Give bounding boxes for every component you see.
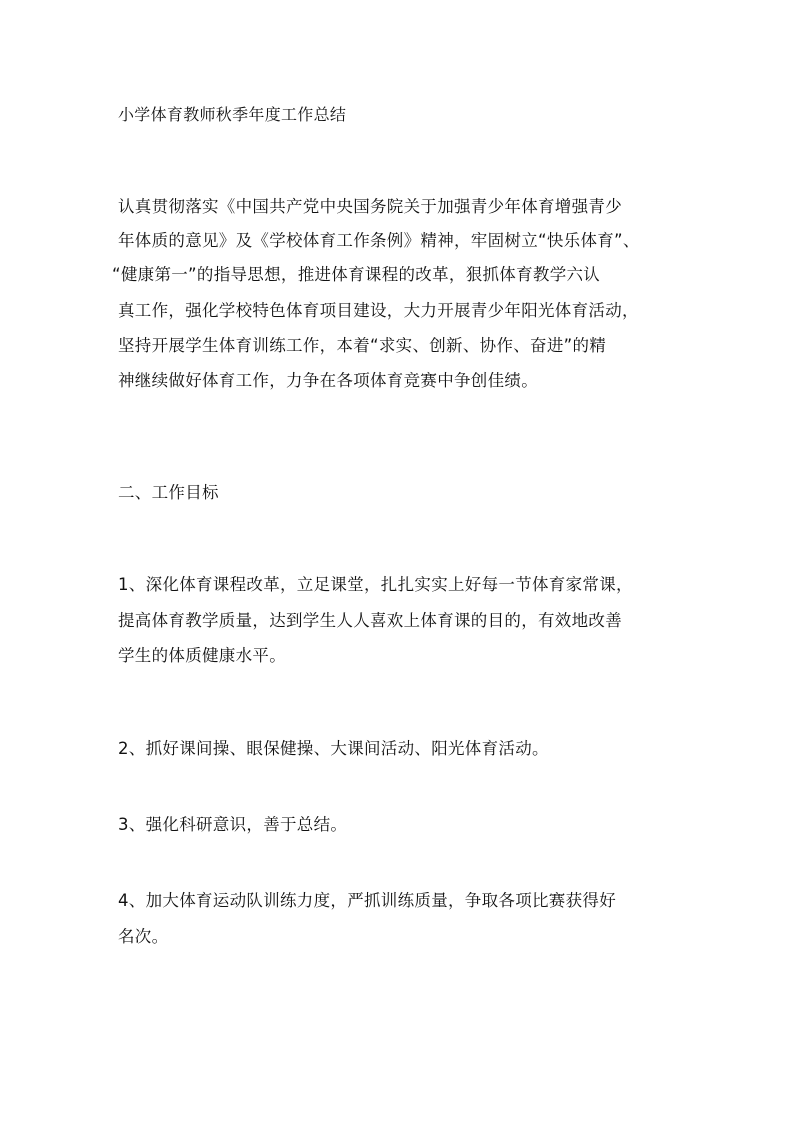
goal-line: 3、强化科研意识，善于总结。: [118, 815, 348, 834]
paragraph-line: 坚持开展学生体育训练工作，本着“求实、创新、协作、奋进”的精: [118, 336, 607, 355]
goal-line: 2、抓好课间操、眼保健操、大课间活动、阳光体育活动。: [118, 739, 549, 758]
paragraph-line: 神继续做好体育工作，力争在各项体育竞赛中争创佳绩。: [118, 371, 538, 390]
document-title: 小学体育教师秋季年度工作总结: [118, 105, 347, 124]
paragraph-line: 认真贯彻落实《中国共产党中央国务院关于加强青少年体育增强青少: [118, 197, 622, 216]
paragraph-line: “健康第一”的指导思想，推进体育课程的改革，狠抓体育教学六认: [112, 265, 601, 284]
paragraph-line: 真工作，强化学校特色体育项目建设，大力开展青少年阳光体育活动，: [118, 301, 639, 320]
goal-line: 学生的体质健康水平。: [118, 646, 286, 665]
goal-line: 提高体育教学质量，达到学生人人喜欢上体育课的目的，有效地改善: [118, 611, 622, 630]
goal-line: 名次。: [118, 927, 169, 946]
goal-line: 4、加大体育运动队训练力度，严抓训练质量，争取各项比赛获得好: [118, 891, 616, 910]
goal-line: 1、深化体育课程改革，立足课堂，扎扎实实上好每一节体育家常课，: [118, 575, 633, 594]
paragraph-line: 年体质的意见》及《学校体育工作条例》精神，牢固树立“快乐体育”、: [118, 231, 640, 250]
section-heading: 二、工作目标: [118, 483, 219, 502]
